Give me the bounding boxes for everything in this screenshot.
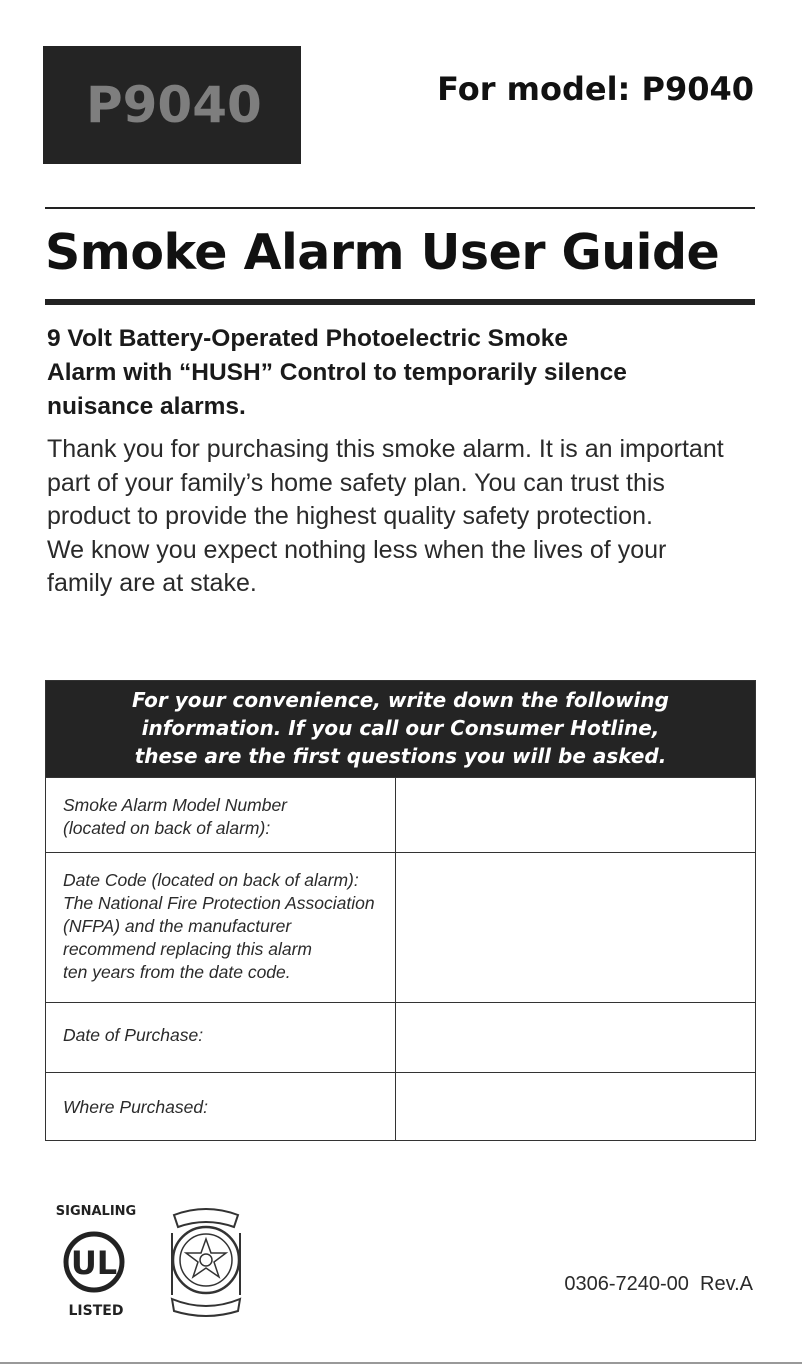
- date-of-purchase-field[interactable]: [396, 1003, 755, 1072]
- label-line: recommend replacing this alarm: [63, 939, 312, 959]
- document-code: 0306-7240-00 Rev.A: [564, 1273, 753, 1295]
- label-line: Where Purchased:: [63, 1097, 208, 1117]
- table-row-date-of-purchase: [46, 1002, 755, 1072]
- record-info-header: [46, 681, 755, 777]
- label-line: Smoke Alarm Model Number: [63, 795, 288, 815]
- intro-line: part of your family’s home safety plan. You can trust this: [47, 468, 665, 497]
- date-of-purchase-label: [46, 1003, 396, 1072]
- ul-listed-icon: [50, 1202, 142, 1320]
- table-row-date-code: [46, 852, 755, 1002]
- product-description-line: nuisance alarms.: [47, 393, 246, 420]
- label-line: (NFPA) and the manufacturer: [63, 916, 292, 936]
- label-line: (located on back of alarm):: [63, 818, 271, 838]
- label-line: Date of Purchase:: [63, 1025, 204, 1045]
- record-info-header-line: For your convenience, write down the following: [132, 688, 669, 712]
- record-info-table: [45, 680, 756, 1141]
- intro-line: We know you expect nothing less when the lives of your: [47, 535, 667, 564]
- date-code-field[interactable]: [396, 853, 755, 1002]
- label-line: The National Fire Protection Association: [63, 893, 375, 913]
- intro-line: product to provide the highest quality safety protection.: [47, 502, 653, 530]
- product-description-line: 9 Volt Battery-Operated Photoelectric Smoke: [47, 325, 568, 352]
- ul-top-text: SIGNALING: [55, 1204, 137, 1219]
- record-info-header-line: information. If you call our Consumer Hotline,: [141, 716, 660, 740]
- fire-marshal-seal-icon: [164, 1203, 248, 1317]
- where-purchased-field[interactable]: [396, 1073, 755, 1140]
- date-code-label: [46, 853, 396, 1002]
- page-bottom-edge: [0, 1362, 802, 1364]
- intro-line: Thank you for purchasing this smoke alarm. It is an important: [47, 435, 724, 463]
- ul-bottom-text: LISTED: [68, 1303, 124, 1319]
- table-row-model-number: [46, 777, 755, 852]
- intro-line: family are at stake.: [47, 569, 257, 597]
- where-purchased-label: [46, 1073, 396, 1140]
- model-badge-text: P9040: [86, 76, 262, 134]
- product-description-line: Alarm with “HUSH” Control to temporarily silence: [47, 359, 627, 386]
- label-line: Date Code (located on back of alarm):: [63, 870, 359, 890]
- header-divider: [45, 207, 755, 209]
- model-badge: [43, 46, 301, 164]
- model-number-label: [46, 778, 396, 852]
- ul-mark-text: UL: [70, 1244, 118, 1282]
- record-info-header-line: these are the first questions you will be asked.: [134, 744, 667, 768]
- title-divider: [45, 299, 755, 305]
- page-title: Smoke Alarm User Guide: [45, 224, 720, 281]
- table-row-where-purchased: [46, 1072, 755, 1140]
- intro-paragraph: [47, 433, 767, 601]
- label-line: ten years from the date code.: [63, 962, 291, 982]
- model-number-field[interactable]: [396, 778, 755, 852]
- for-model-label: For model: P9040: [437, 70, 754, 108]
- product-description: [47, 322, 707, 424]
